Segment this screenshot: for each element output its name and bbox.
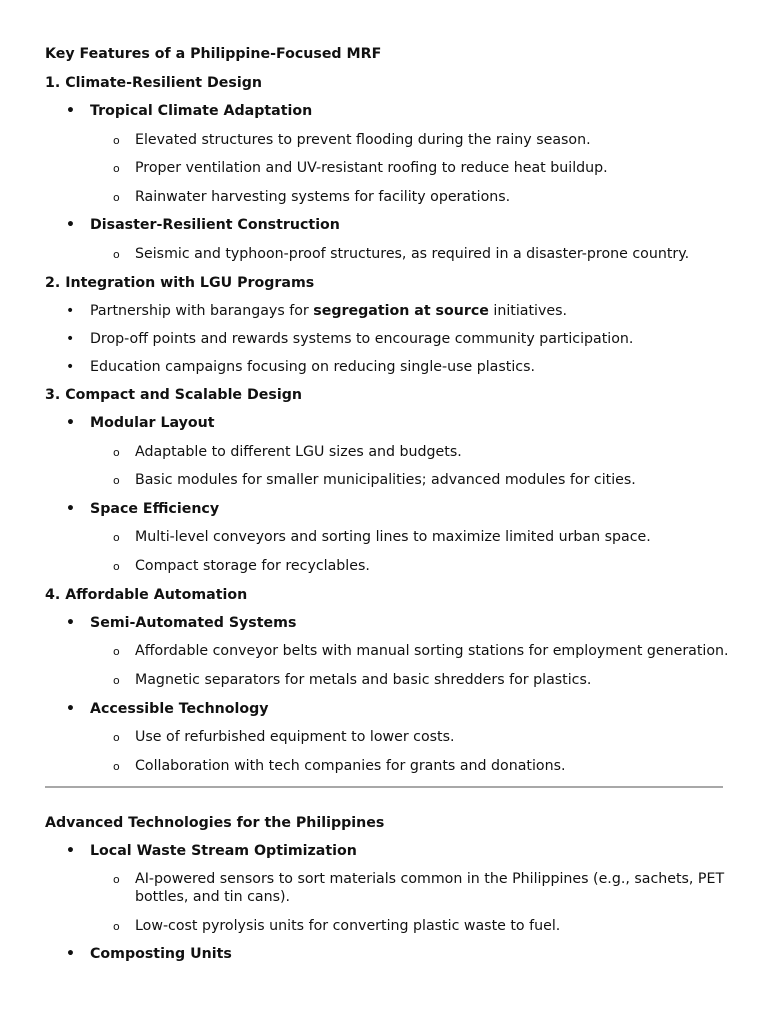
sub-item xyxy=(113,757,768,785)
sub-item xyxy=(113,443,768,471)
list-item xyxy=(66,358,768,386)
bullet-marker: • xyxy=(66,843,75,859)
list-item-modular-layout xyxy=(66,414,768,442)
bullet-marker: • xyxy=(66,217,75,233)
list-item-disaster-resilient xyxy=(66,216,768,244)
sub-item xyxy=(113,557,768,585)
bullet-marker: • xyxy=(66,303,75,319)
list-item-label: Modular Layout xyxy=(90,415,215,431)
heading-lgu-integration: 2. Integration with LGU Programs xyxy=(45,275,315,291)
sub-item xyxy=(113,471,768,499)
bullet-marker: • xyxy=(66,501,75,517)
list-item-label: Composting Units xyxy=(90,946,232,962)
sub-item xyxy=(113,870,725,910)
bullet-marker: • xyxy=(66,415,75,431)
horizontal-divider xyxy=(45,786,723,788)
sub-item xyxy=(113,642,768,670)
sub-item-text: Multi-level conveyors and sorting lines to maximize limited urban space. xyxy=(135,529,651,545)
sub-item-text: Seismic and typhoon-proof structures, as required in a disaster-prone country. xyxy=(135,246,690,262)
list-item xyxy=(66,330,768,358)
bullet-marker: • xyxy=(66,701,75,717)
sub-bullet-marker: o xyxy=(113,560,120,573)
list-item-text: Partnership with barangays for xyxy=(90,303,314,319)
sub-item-text: Compact storage for recyclables. xyxy=(135,558,370,574)
sub-bullet-marker: o xyxy=(113,162,120,175)
sub-bullet-marker: o xyxy=(113,731,120,744)
heading-climate-resilient: 1. Climate-Resilient Design xyxy=(45,75,262,91)
bullet-marker: • xyxy=(66,946,75,962)
sub-item-text: Basic modules for smaller municipalities; advanced modules for cities. xyxy=(135,472,636,488)
sub-item xyxy=(113,245,768,273)
sub-bullet-marker: o xyxy=(113,474,120,487)
sub-item xyxy=(113,131,768,159)
sub-item xyxy=(113,917,768,945)
sub-bullet-marker: o xyxy=(113,873,120,886)
sub-item-text: Use of refurbished equipment to lower costs. xyxy=(135,729,455,745)
sub-item-text: Affordable conveyor belts with manual sorting stations for employment generation. xyxy=(135,643,729,659)
sub-item xyxy=(113,159,768,187)
bullet-marker: • xyxy=(66,615,75,631)
bullet-marker: • xyxy=(66,331,75,347)
sub-bullet-marker: o xyxy=(113,760,120,773)
sub-item-text: Proper ventilation and UV-resistant roofing to reduce heat buildup. xyxy=(135,160,608,176)
list-item-label: Local Waste Stream Optimization xyxy=(90,843,357,859)
list-item-label: Tropical Climate Adaptation xyxy=(90,103,313,119)
list-item-label: Semi-Automated Systems xyxy=(90,615,297,631)
sub-item xyxy=(113,728,768,756)
list-item-local-waste-stream xyxy=(66,842,768,870)
sub-item-text: Elevated structures to prevent flooding during the rainy season. xyxy=(135,132,591,148)
sub-item-text: Magnetic separators for metals and basic shredders for plastics. xyxy=(135,672,592,688)
sub-item-text: AI-powered sensors to sort materials common in the Philippines (e.g., sachets, PET bottles, and tin cans). xyxy=(135,871,725,905)
list-item-text: Education campaigns focusing on reducing single-use plastics. xyxy=(90,359,535,375)
section-title-advanced-technologies: Advanced Technologies for the Philippines xyxy=(45,815,385,831)
sub-bullet-marker: o xyxy=(113,134,120,147)
sub-item-text: Rainwater harvesting systems for facility operations. xyxy=(135,189,511,205)
sub-bullet-marker: o xyxy=(113,645,120,658)
heading-affordable-automation: 4. Affordable Automation xyxy=(45,587,248,603)
sub-bullet-marker: o xyxy=(113,446,120,459)
list-item xyxy=(66,302,768,330)
sub-bullet-marker: o xyxy=(113,191,120,204)
list-item-text: initiatives. xyxy=(488,303,567,319)
list-item-label: Space Efficiency xyxy=(90,501,220,517)
sub-item-text: Collaboration with tech companies for grants and donations. xyxy=(135,758,566,774)
sub-bullet-marker: o xyxy=(113,674,120,687)
list-item-accessible-technology xyxy=(66,700,768,728)
sub-bullet-marker: o xyxy=(113,248,120,261)
document-title: Key Features of a Philippine-Focused MRF xyxy=(45,46,382,62)
heading-compact-scalable: 3. Compact and Scalable Design xyxy=(45,387,302,403)
sub-item-text: Adaptable to different LGU sizes and budgets. xyxy=(135,444,462,460)
sub-bullet-marker: o xyxy=(113,531,120,544)
sub-item xyxy=(113,528,768,556)
list-item-space-efficiency xyxy=(66,500,768,528)
list-item-semi-automated xyxy=(66,614,768,642)
emphasis-text: segregation at source xyxy=(313,303,489,319)
list-item-label: Disaster-Resilient Construction xyxy=(90,217,340,233)
bullet-marker: • xyxy=(66,103,75,119)
list-item-label: Accessible Technology xyxy=(90,701,269,717)
sub-item xyxy=(113,188,768,216)
list-item-text: Drop-off points and rewards systems to encourage community participation. xyxy=(90,331,634,347)
sub-bullet-marker: o xyxy=(113,920,120,933)
list-item-composting-units xyxy=(66,945,768,973)
list-item-tropical-climate xyxy=(66,102,768,130)
bullet-marker: • xyxy=(66,359,75,375)
sub-item xyxy=(113,671,768,699)
sub-item-text: Low-cost pyrolysis units for converting plastic waste to fuel. xyxy=(135,918,561,934)
